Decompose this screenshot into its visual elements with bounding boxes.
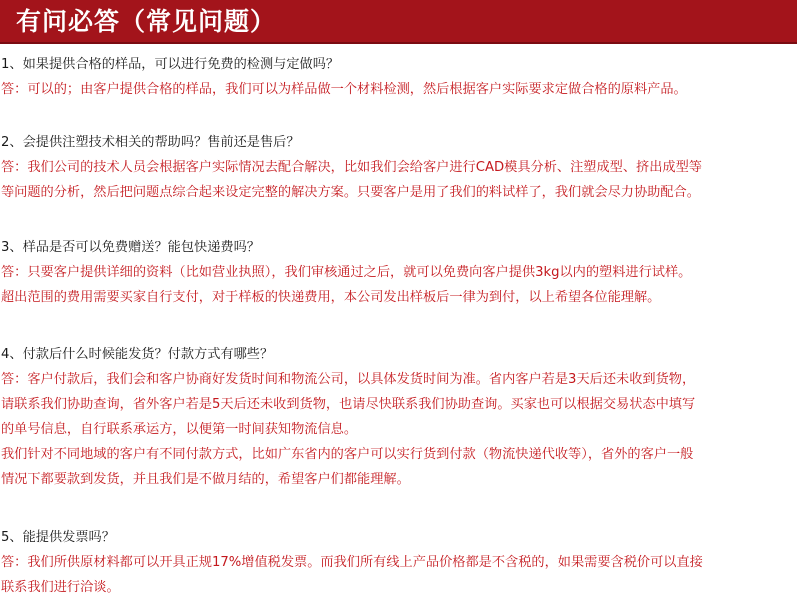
faq-item-1: [0, 52, 797, 102]
answer-text: 情况下都要款到发货，并且我们是不做月结的，希望客户们都能理解。: [1, 472, 410, 487]
faq-item-2: [0, 130, 797, 205]
answer-text: 联系我们进行洽谈。: [1, 580, 120, 595]
page-title: 有问必答（常见问题）: [16, 7, 277, 36]
question-text: 5、能提供发票吗？: [1, 530, 115, 545]
answer-text: 的单号信息，自行联系承运方，以便第一时间获知物流信息。: [1, 422, 358, 437]
answer-text: 我们针对不同地域的客户有不同付款方式，比如广东省内的客户可以实行货到付款（物流快递代收等），省外的客户一般: [1, 447, 694, 462]
answer-text: 答：客户付款后，我们会和客户协商好发货时间和物流公司，以具体发货时间为准。省内客户若是3天后还未收到货物，: [1, 372, 696, 387]
answer-text: 答：我们公司的技术人员会根据客户实际情况去配合解决，比如我们会给客户进行CAD模具分析、注塑成型、挤出成型等: [1, 160, 702, 175]
answer-text: 答：只要客户提供详细的资料（比如营业执照），我们审核通过之后，就可以免费向客户提供3kg以内的塑料进行试样。: [1, 265, 692, 280]
faq-item-5: [0, 525, 797, 600]
header-banner: [0, 0, 797, 44]
faq-item-3: [0, 235, 797, 310]
question-text: 4、付款后什么时候能发货？付款方式有哪些？: [1, 347, 274, 362]
faq-item-4: [0, 342, 797, 492]
answer-text: 等问题的分析，然后把问题点综合起来设定完整的解决方案。只要客户是用了我们的料试样了，我们就会尽力协助配合。: [1, 185, 700, 200]
answer-text: 答：我们所供原材料都可以开具正规17%增值税发票。而我们所有线上产品价格都是不含税的，如果需要含税价可以直接: [1, 555, 703, 570]
question-text: 3、样品是否可以免费赠送？能包快递费吗？: [1, 240, 260, 255]
answer-text: 超出范围的费用需要买家自行支付，对于样板的快递费用，本公司发出样板后一律为到付，以上希望各位能理解。: [1, 290, 661, 305]
question-text: 1、如果提供合格的样品，可以进行免费的检测与定做吗？: [1, 57, 340, 72]
question-text: 2、会提供注塑技术相关的帮助吗？售前还是售后？: [1, 135, 300, 150]
answer-text: 请联系我们协助查询，省外客户若是5天后还未收到货物，也请尽快联系我们协助查询。买家也可以根据交易状态中填写: [1, 397, 696, 412]
answer-text: 答：可以的；由客户提供合格的样品，我们可以为样品做一个材料检测，然后根据客户实际要求定做合格的原料产品。: [1, 82, 687, 97]
